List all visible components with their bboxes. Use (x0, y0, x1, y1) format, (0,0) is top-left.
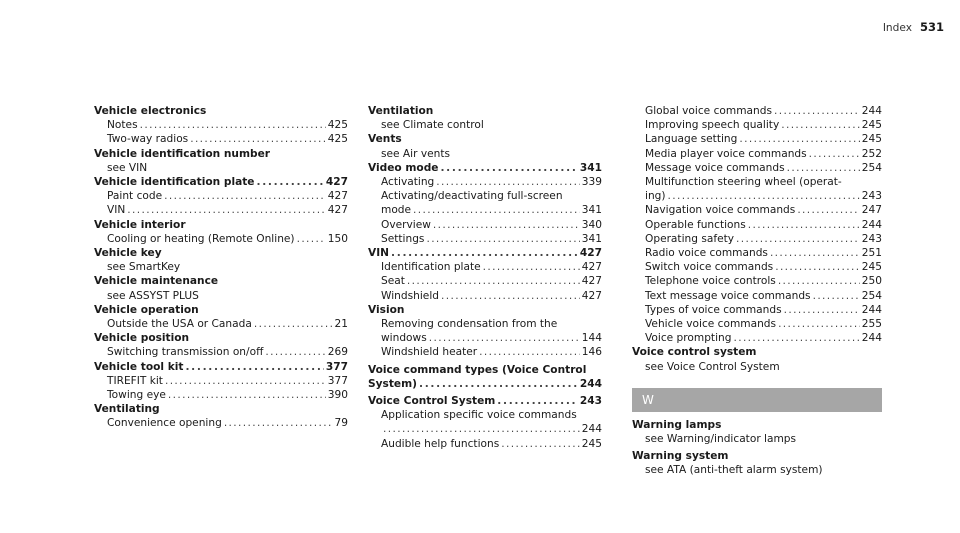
leader-dots (429, 331, 580, 345)
entry-page-link[interactable]: 245 (861, 133, 882, 146)
index-entry (368, 161, 602, 175)
index-entry (94, 104, 348, 118)
index-entry (94, 147, 348, 161)
leader-dots (813, 289, 860, 303)
entry-label: Switching transmission on/off (107, 346, 264, 359)
entry-page-link[interactable]: 244 (861, 332, 882, 345)
leader-dots (479, 345, 580, 359)
header-title: Index (882, 22, 912, 34)
entry-label: VIN (368, 247, 390, 260)
index-entry (368, 377, 602, 391)
entry-label: Identification plate (381, 261, 481, 274)
index-subentry (368, 118, 602, 132)
entry-label: see Climate control (381, 119, 484, 132)
entry-page-link[interactable]: 252 (861, 147, 882, 160)
leader-dots (797, 203, 859, 217)
entry-page-link[interactable]: 244 (861, 105, 882, 117)
entry-page-link[interactable]: 21 (334, 318, 348, 331)
entry-label: see VIN (107, 161, 148, 174)
leader-dots (668, 189, 860, 203)
leader-dots (407, 274, 580, 288)
index-subentry (94, 374, 348, 388)
leader-dots (483, 260, 580, 274)
entry-page-link[interactable]: 254 (861, 161, 882, 174)
index-subentry (632, 317, 882, 331)
entry-label: Notes (107, 119, 138, 132)
index-entry (368, 303, 602, 317)
index-entry (368, 394, 602, 408)
leader-dots (497, 394, 578, 408)
leader-dots (787, 161, 860, 175)
entry-label: Voice command types (Voice Control (368, 363, 587, 376)
entry-label: Vehicle key (94, 247, 162, 260)
entry-page-link[interactable]: 245 (861, 261, 882, 274)
entry-label: ing) (645, 190, 666, 203)
index-entry (94, 402, 348, 416)
index-subentry (368, 218, 602, 232)
entry-label: Vehicle interior (94, 218, 186, 231)
leader-dots (164, 189, 326, 203)
entry-page-link[interactable]: 427 (581, 261, 602, 274)
entry-page-link[interactable]: 245 (861, 119, 882, 132)
leader-dots (441, 289, 580, 303)
entry-label: VIN (107, 204, 126, 217)
index-entry (94, 274, 348, 288)
index-subentry (94, 416, 348, 430)
index-subentry (368, 274, 602, 288)
entry-label: see ATA (anti-theft alarm system) (645, 464, 823, 477)
entry-page-link[interactable]: 427 (327, 190, 348, 203)
entry-page-link[interactable]: 247 (861, 204, 882, 217)
index-subentry (94, 232, 348, 246)
entry-page-link[interactable]: 427 (327, 204, 348, 217)
entry-label: System) (368, 377, 417, 390)
entry-page-link[interactable]: 243 (861, 232, 882, 245)
index-subentry (632, 360, 882, 374)
entry-page-link[interactable]: 243 (579, 395, 602, 408)
entry-page-link[interactable]: 245 (581, 437, 602, 450)
entry-label: Vehicle maintenance (94, 275, 219, 288)
index-entry (94, 331, 348, 345)
entry-label: Outside the USA or Canada (107, 318, 252, 331)
index-subentry (632, 104, 882, 118)
index-subentry (632, 260, 882, 274)
index-subentry (632, 118, 882, 132)
index-entry (368, 132, 602, 146)
entry-page-link[interactable]: 250 (861, 275, 882, 288)
entry-label: Media player voice commands (645, 147, 807, 160)
entry-label: Warning lamps (632, 418, 722, 431)
entry-page-link[interactable]: 243 (861, 190, 882, 203)
entry-page-link[interactable]: 340 (581, 218, 602, 231)
index-subentry (94, 161, 348, 175)
page-header (883, 20, 944, 34)
entry-label: Multifunction steering wheel (operat- (645, 176, 842, 189)
entry-label: Vehicle identification plate (94, 176, 255, 189)
index-entry (94, 175, 348, 189)
leader-dots (736, 232, 860, 246)
index-subentry (368, 189, 602, 203)
entry-label: Vents (368, 133, 402, 146)
entry-page-link[interactable]: 427 (579, 247, 602, 260)
entry-label: see ASSYST PLUS (107, 289, 199, 302)
entry-label: Removing condensation from the (381, 318, 558, 331)
entry-label: Towing eye (107, 389, 166, 402)
leader-dots (297, 232, 326, 246)
entry-label: Vehicle operation (94, 303, 199, 316)
leader-dots (781, 118, 860, 132)
entry-label: Improving speech quality (645, 119, 780, 132)
entry-label: Vehicle tool kit (94, 360, 184, 373)
entry-label: Global voice commands (645, 105, 772, 117)
index-subentry (632, 147, 882, 161)
entry-label: Voice control system (632, 346, 757, 359)
entry-label: Audible help functions (381, 437, 500, 450)
entry-label: see SmartKey (107, 261, 181, 274)
entry-label: Ventilating (94, 403, 160, 416)
index-column-3-top (632, 104, 882, 374)
entry-page-link[interactable]: 427 (581, 275, 602, 288)
entry-label: Ventilation (368, 105, 434, 117)
index-subentry (632, 218, 882, 232)
index-entry (632, 449, 882, 463)
index-subentry (94, 317, 348, 331)
entry-page-link[interactable]: 425 (327, 119, 348, 132)
index-subentry (632, 289, 882, 303)
index-subentry (632, 203, 882, 217)
leader-dots (426, 232, 579, 246)
index-entry (368, 363, 602, 377)
index-subentry (368, 289, 602, 303)
entry-page-link[interactable]: 146 (581, 346, 602, 359)
leader-dots (224, 416, 333, 430)
index-subentry (632, 432, 882, 446)
entry-label: Vehicle electronics (94, 105, 207, 117)
leader-dots (419, 377, 578, 391)
entry-page-link[interactable]: 254 (861, 289, 882, 302)
index-entry (368, 104, 602, 118)
entry-page-link[interactable]: 341 (581, 204, 602, 217)
entry-label: Vehicle voice commands (645, 318, 777, 331)
leader-dots (165, 374, 326, 388)
index-entry (632, 345, 882, 359)
index-subentry (632, 274, 882, 288)
index-subentry (368, 175, 602, 189)
leader-dots (775, 260, 860, 274)
leader-dots (778, 317, 860, 331)
entry-label: Radio voice commands (645, 247, 768, 260)
entry-page-link[interactable]: 150 (327, 232, 348, 245)
index-subentry (368, 260, 602, 274)
leader-dots (733, 331, 859, 345)
entry-label: Vehicle identification number (94, 147, 270, 160)
entry-page-link[interactable]: 244 (861, 218, 882, 231)
index-subentry (368, 331, 602, 345)
entry-label: Telephone voice controls (645, 275, 776, 288)
entry-label: see Air vents (381, 147, 451, 160)
entry-label: Voice prompting (645, 332, 732, 345)
entry-label: Text message voice commands (645, 289, 811, 302)
entry-label: Windshield (381, 289, 439, 302)
leader-dots (748, 218, 860, 232)
leader-dots (185, 360, 323, 374)
index-subentry (632, 303, 882, 317)
section-letter: W (642, 392, 654, 407)
leader-dots (739, 132, 859, 146)
index-subentry (94, 189, 348, 203)
entry-label: Switch voice commands (645, 261, 774, 274)
entry-page-link[interactable]: 244 (579, 377, 602, 390)
index-subentry (368, 408, 602, 422)
entry-label: Overview (381, 218, 431, 231)
entry-label: Message voice commands (645, 161, 785, 174)
entry-page-link[interactable]: 425 (327, 133, 348, 146)
entry-page-link[interactable]: 79 (334, 417, 348, 430)
section-letter-bar (632, 388, 882, 412)
leader-dots (168, 388, 326, 402)
entry-page-link[interactable]: 377 (327, 374, 348, 387)
index-subentry (368, 147, 602, 161)
index-subentry (368, 203, 602, 217)
entry-label: Voice Control System (368, 395, 496, 408)
index-column-3 (632, 104, 882, 478)
index-column-3-bottom (632, 418, 882, 478)
entry-label: Cooling or heating (Remote Online) (107, 232, 295, 245)
index-subentry (632, 331, 882, 345)
entry-label: Two-way radios (107, 133, 189, 146)
entry-label: Activating/deactivating full-screen (381, 190, 563, 203)
entry-label: mode (381, 204, 412, 217)
entry-label: Application specific voice commands (381, 409, 577, 422)
index-subentry (94, 118, 348, 132)
entry-page-link[interactable]: 341 (581, 232, 602, 245)
entry-page-link[interactable]: 255 (861, 318, 882, 331)
entry-label: Windshield heater (381, 346, 478, 359)
index-subentry (632, 463, 882, 477)
leader-dots (257, 175, 324, 189)
entry-page-link[interactable]: 339 (581, 176, 602, 189)
entry-label: Operable functions (645, 218, 746, 231)
leader-dots (440, 161, 577, 175)
entry-label: Operating safety (645, 232, 735, 245)
index-subentry (368, 317, 602, 331)
entry-label: TIREFIT kit (107, 374, 163, 387)
entry-page-link[interactable]: 427 (581, 289, 602, 302)
leader-dots (774, 104, 860, 118)
leader-dots (190, 132, 326, 146)
index-subentry (94, 132, 348, 146)
leader-dots (140, 118, 326, 132)
leader-dots (770, 246, 860, 260)
leader-dots (778, 274, 860, 288)
index-column-1 (94, 104, 348, 431)
entry-label: Activating (381, 176, 435, 189)
leader-dots (809, 147, 860, 161)
leader-dots (391, 246, 578, 260)
index-entry (94, 360, 348, 374)
index-subentry (94, 203, 348, 217)
leader-dots (383, 422, 580, 436)
index-subentry (368, 345, 602, 359)
index-subentry (632, 132, 882, 146)
leader-dots (501, 437, 580, 451)
index-subentry (94, 260, 348, 274)
index-subentry (632, 189, 882, 203)
entry-label: windows (381, 332, 427, 345)
leader-dots (433, 218, 580, 232)
leader-dots (127, 203, 325, 217)
entry-label: Navigation voice commands (645, 204, 796, 217)
entry-label: Seat (381, 275, 405, 288)
entry-label: see Warning/indicator lamps (645, 433, 797, 446)
index-entry (94, 303, 348, 317)
entry-page-link[interactable]: 341 (579, 161, 602, 174)
index-subentry (632, 161, 882, 175)
index-subentry (94, 388, 348, 402)
entry-page-link[interactable]: 251 (861, 247, 882, 260)
entry-page-link[interactable]: 144 (581, 332, 602, 345)
index-subentry (368, 422, 602, 436)
entry-label: Types of voice commands (645, 303, 782, 316)
entry-label: Paint code (107, 190, 163, 203)
leader-dots (784, 303, 860, 317)
entry-label: Warning system (632, 450, 729, 463)
leader-dots (265, 345, 325, 359)
entry-page-link[interactable]: 269 (327, 346, 348, 359)
index-entry (632, 418, 882, 432)
entry-page-link[interactable]: 244 (861, 303, 882, 316)
leader-dots (413, 203, 580, 217)
page-number: 531 (919, 20, 944, 34)
entry-label: Video mode (368, 161, 439, 174)
index-subentry (368, 437, 602, 451)
entry-label: Language setting (645, 133, 738, 146)
entry-label: Vision (368, 303, 405, 316)
index-entry (94, 246, 348, 260)
index-entry (368, 246, 602, 260)
entry-page-link[interactable]: 377 (325, 360, 348, 373)
leader-dots (436, 175, 579, 189)
entry-page-link[interactable]: 390 (327, 389, 348, 402)
entry-label: Convenience opening (107, 417, 222, 430)
index-subentry (632, 175, 882, 189)
index-subentry (368, 232, 602, 246)
index-subentry (632, 246, 882, 260)
entry-label: Settings (381, 232, 425, 245)
entry-label: Vehicle position (94, 332, 190, 345)
index-subentry (632, 232, 882, 246)
entry-page-link[interactable]: 244 (581, 423, 602, 436)
index-column-2 (368, 104, 602, 451)
leader-dots (254, 317, 333, 331)
entry-label: see Voice Control System (645, 360, 780, 373)
index-subentry (94, 345, 348, 359)
index-entry (94, 218, 348, 232)
entry-page-link[interactable]: 427 (325, 176, 348, 189)
index-subentry (94, 289, 348, 303)
